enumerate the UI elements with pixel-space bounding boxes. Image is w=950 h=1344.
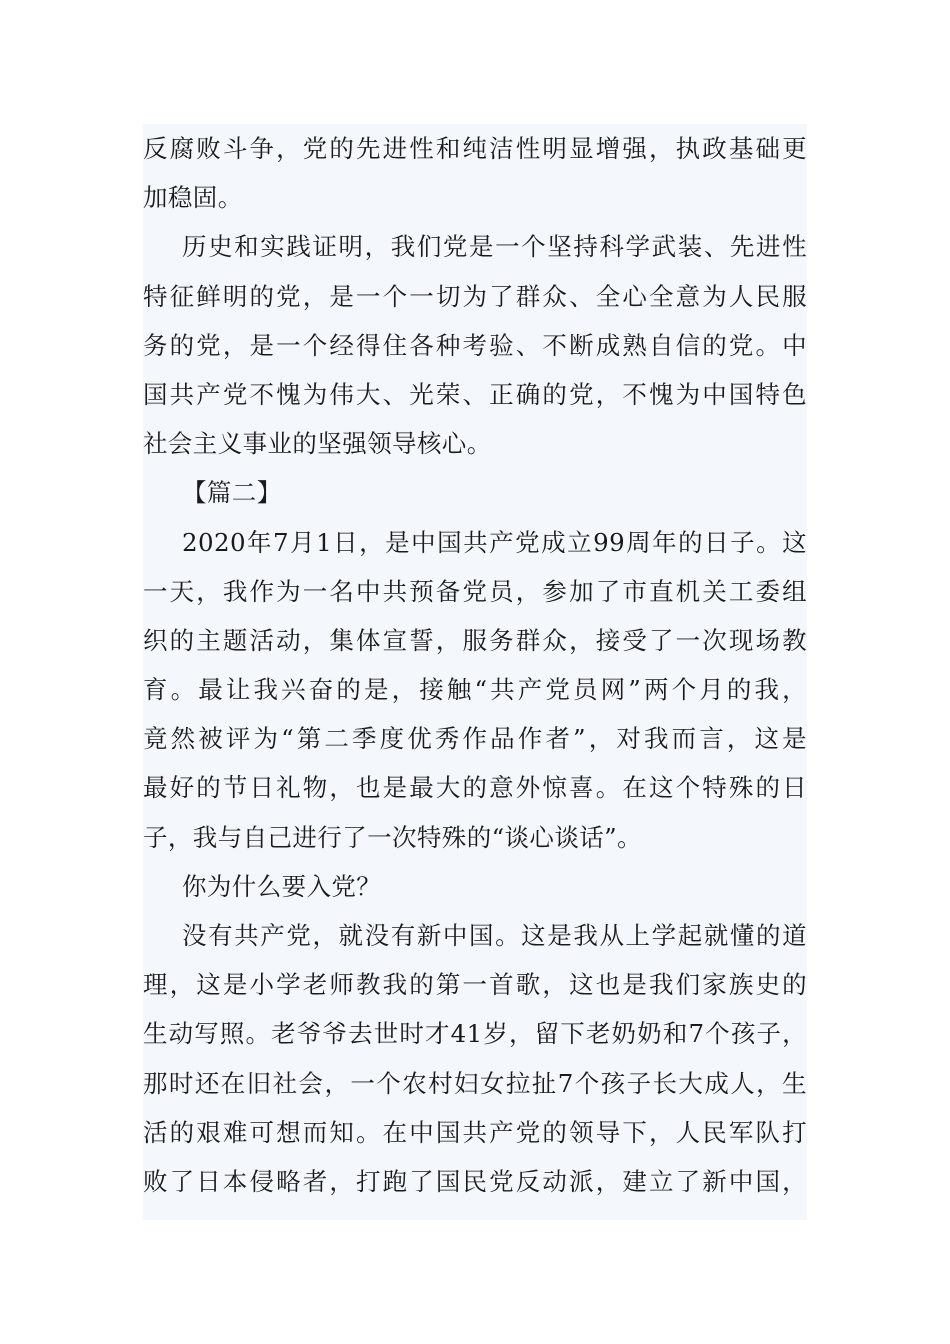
text-line: 那时还在旧社会，一个农村妇女拉扯7个孩子长大成人，生: [143, 1068, 807, 1098]
section-heading: 【篇二】: [182, 478, 282, 508]
text-line: 加稳固。: [143, 183, 243, 213]
text-line: 织的主题活动，集体宣誓，服务群众，接受了一次现场教: [143, 625, 807, 655]
text-line: 国共产党不愧为伟大、光荣、正确的党，不愧为中国特色: [143, 379, 807, 409]
text-line: 生动写照。老爷爷去世时才41岁，留下老奶奶和7个孩子，: [143, 1019, 807, 1049]
text-line: 子，我与自己进行了一次特殊的“谈心谈话”。: [143, 822, 642, 852]
text-line: 最好的节日礼物，也是最大的意外惊喜。在这个特殊的日: [143, 773, 807, 803]
text-line: 理，这是小学老师教我的第一首歌，这也是我们家族史的: [143, 970, 807, 1000]
text-line: 活的艰难可想而知。在中国共产党的领导下，人民军队打: [143, 1117, 807, 1147]
text-line: 反腐败斗争，党的先进性和纯洁性明显增强，执政基础更: [143, 134, 807, 163]
text-line: 特征鲜明的党，是一个一切为了群众、全心全意为人民服: [143, 281, 807, 311]
text-line: 历史和实践证明，我们党是一个坚持科学武装、先进性: [182, 232, 807, 262]
document-text-block: [143, 124, 807, 1220]
text-line: 2020年7月1日，是中国共产党成立99周年的日子。这: [182, 527, 807, 557]
text-line: 败了日本侵略者，打跑了国民党反动派，建立了新中国，: [143, 1166, 807, 1196]
text-line: 竟然被评为“第二季度优秀作品作者”，对我而言，这是: [143, 724, 807, 754]
text-line: 社会主义事业的坚强领导核心。: [143, 429, 492, 459]
text-line: 你为什么要入党？: [182, 871, 382, 901]
text-line: 一天，我作为一名中共预备党员，参加了市直机关工委组: [143, 576, 807, 606]
text-line: 务的党，是一个经得住各种考验、不断成熟自信的党。中: [143, 330, 807, 360]
text-line: 育。最让我兴奋的是，接触“共产党员网”两个月的我，: [143, 675, 807, 705]
text-line: 没有共产党，就没有新中国。这是我从上学起就懂的道: [182, 921, 807, 950]
